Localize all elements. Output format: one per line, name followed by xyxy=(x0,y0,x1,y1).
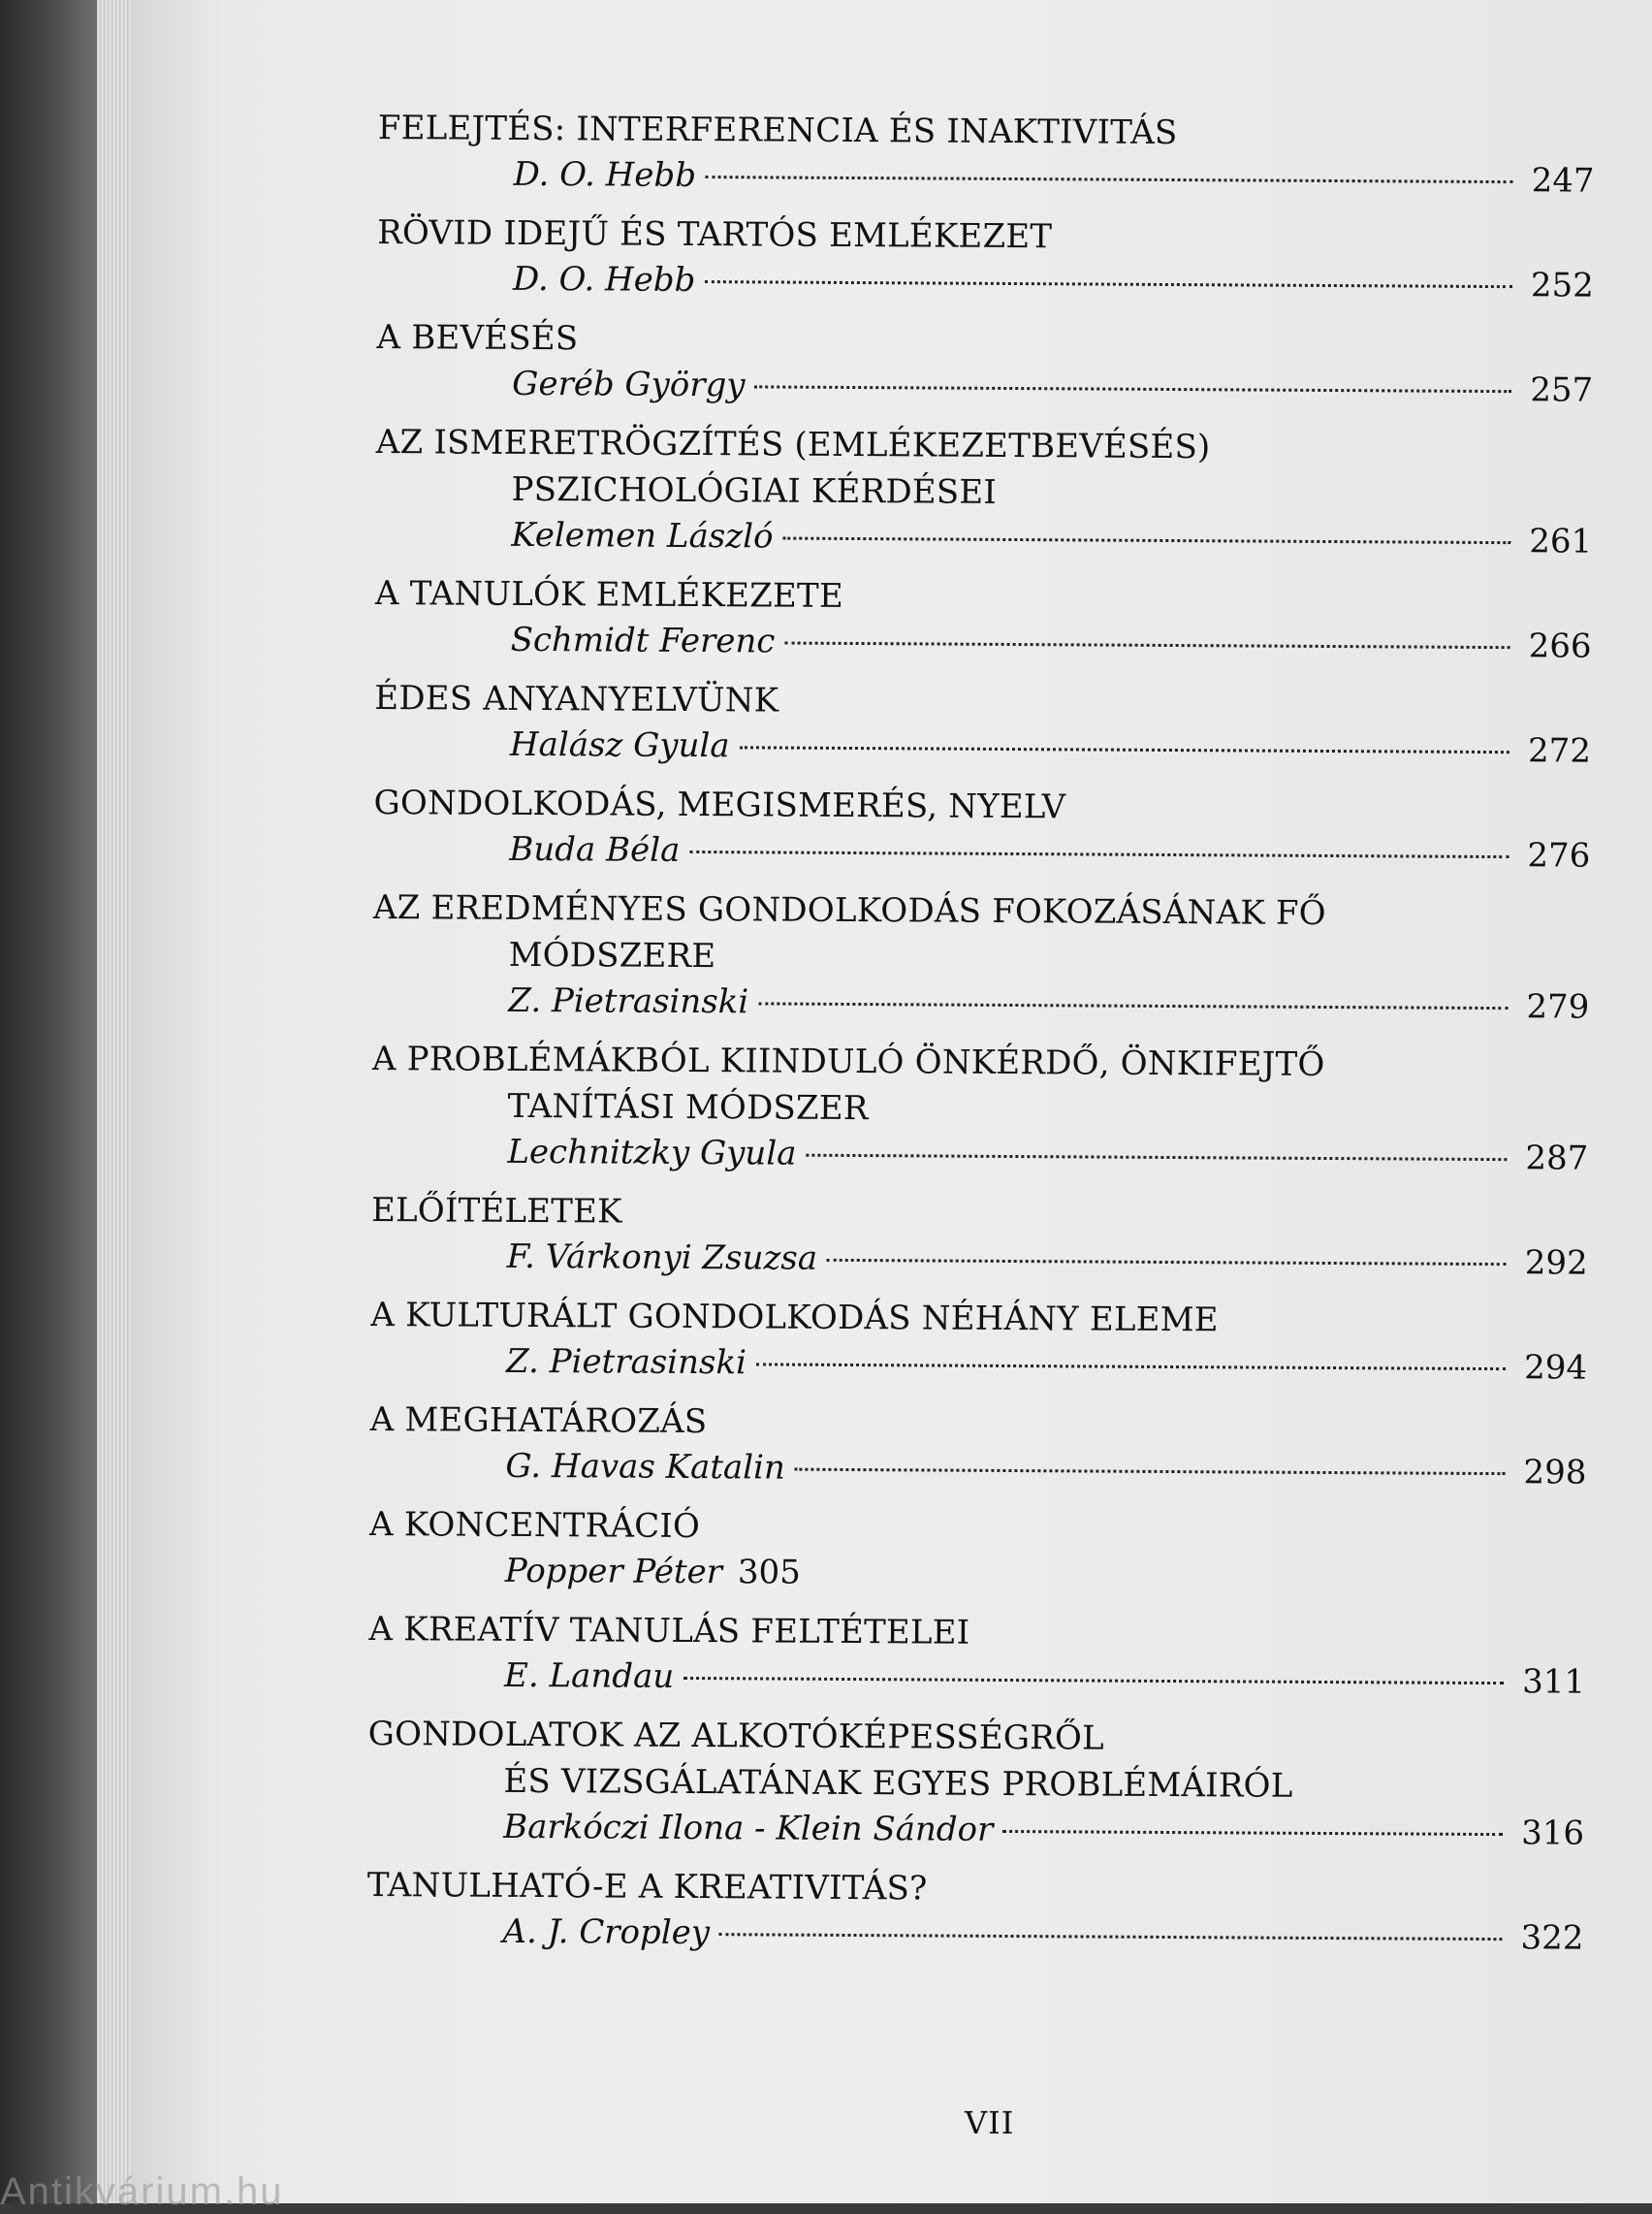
toc-entry-page-number: 266 xyxy=(1528,626,1592,666)
dot-leader xyxy=(719,1933,1503,1941)
toc-entry-page-number: 311 xyxy=(1522,1662,1586,1702)
toc-entry-author: Popper Péter xyxy=(504,1551,723,1592)
toc-entry xyxy=(369,1396,1587,1495)
dot-leader xyxy=(758,1002,1508,1010)
toc-entry-author: F. Várkonyi Zsuzsa xyxy=(506,1236,818,1278)
toc-entry-author: G. Havas Katalin xyxy=(505,1446,786,1488)
dot-leader xyxy=(783,537,1511,545)
toc-entry-title: ÉDES ANYANYELVÜNK xyxy=(374,678,779,721)
toc-entry-page-number: 252 xyxy=(1530,266,1595,305)
toc-entry-author: E. Landau xyxy=(503,1655,675,1696)
toc-entry-page-number: 322 xyxy=(1520,1918,1584,1958)
toc-entry xyxy=(374,570,1592,669)
toc-entry xyxy=(368,1606,1586,1705)
dot-leader xyxy=(706,176,1513,183)
dot-leader xyxy=(1002,1830,1503,1836)
toc-entry xyxy=(371,1187,1589,1286)
toc-entry-author: Z. Pietrasinski xyxy=(508,980,749,1022)
dot-leader xyxy=(827,1259,1507,1266)
dot-leader xyxy=(756,1363,1506,1370)
toc-entry-author: Schmidt Ferenc xyxy=(510,620,776,661)
toc-entry-author: Z. Pietrasinski xyxy=(505,1341,747,1383)
toc-entry-author-line xyxy=(370,1338,1587,1391)
toc-entry-author: D. O. Hebb xyxy=(512,259,696,301)
toc-entry xyxy=(366,1862,1584,1961)
toc-entry-author-line xyxy=(369,1443,1586,1495)
page-edges xyxy=(97,0,136,2203)
dot-leader xyxy=(740,746,1509,754)
toc-entry-author-line xyxy=(371,1234,1588,1286)
toc-entry xyxy=(377,209,1595,308)
toc-entry-author-line xyxy=(371,1129,1588,1181)
toc-entry-title: RÖVID IDEJŰ ÉS TARTÓS EMLÉKEZET xyxy=(377,212,1053,257)
toc-entry-author-line xyxy=(375,512,1592,564)
toc-entry-title: A KULTURÁLT GONDOLKODÁS NÉHÁNY ELEME xyxy=(370,1295,1219,1340)
toc-entry xyxy=(376,314,1594,413)
dot-leader xyxy=(683,1677,1504,1685)
toc-entry-author: Halász Gyula xyxy=(509,724,730,766)
dot-leader xyxy=(806,1154,1507,1161)
toc-entry xyxy=(367,1711,1585,1856)
toc-entry-page-number: 305 xyxy=(737,1553,801,1592)
toc-entry-page-number: 279 xyxy=(1526,987,1590,1027)
table-of-contents xyxy=(366,105,1595,1974)
toc-entry-author-line xyxy=(368,1652,1585,1705)
toc-entry-title: PSZICHOLÓGIAI KÉRDÉSEI xyxy=(511,469,998,512)
toc-entry-title: MÓDSZERE xyxy=(508,935,716,977)
toc-entry-page-number: 287 xyxy=(1525,1139,1589,1178)
toc-entry-title: A PROBLÉMÁKBÓL KIINDULÓ ÖNKÉRDŐ, ÖNKIFEJTŐ xyxy=(371,1039,1325,1084)
toc-entry xyxy=(377,105,1595,204)
toc-entry-author-line xyxy=(372,978,1589,1030)
watermark: Antikvárium.hu xyxy=(0,2170,284,2213)
dot-leader xyxy=(689,850,1509,858)
dot-leader xyxy=(705,280,1512,288)
toc-entry-page-number: 247 xyxy=(1531,161,1595,201)
page-folio: VII xyxy=(965,2104,1015,2141)
toc-entry xyxy=(369,1501,1587,1600)
toc-entry-author: Barkóczi Ilona - Klein Sándor xyxy=(503,1807,994,1849)
toc-entry-title: A TANULÓK EMLÉKEZETE xyxy=(374,573,844,616)
toc-entry-author: Geréb György xyxy=(512,364,746,405)
toc-entry-author: D. O. Hebb xyxy=(513,154,697,196)
toc-entry-author-line xyxy=(377,256,1594,308)
toc-entry-author-line xyxy=(376,361,1593,413)
toc-entry xyxy=(373,780,1591,879)
toc-entry-page-number: 292 xyxy=(1524,1243,1588,1283)
toc-entry-author-line xyxy=(367,1804,1584,1856)
toc-entry xyxy=(371,1036,1589,1181)
toc-entry-author-line xyxy=(366,1909,1583,1961)
toc-entry-page-number: 272 xyxy=(1527,731,1592,771)
toc-entry-title: GONDOLATOK AZ ALKOTÓKÉPESSÉGRŐL xyxy=(367,1714,1104,1758)
toc-entry-page-number: 257 xyxy=(1530,370,1594,410)
toc-entry-title: AZ EREDMÉNYES GONDOLKODÁS FOKOZÁSÁNAK FŐ xyxy=(372,887,1326,933)
toc-entry-author-line xyxy=(369,1548,1586,1600)
toc-entry-title: A KONCENTRÁCIÓ xyxy=(368,1504,701,1547)
toc-entry-title: TANÍTÁSI MÓDSZER xyxy=(507,1086,869,1129)
toc-entry xyxy=(372,884,1590,1030)
dot-leader xyxy=(755,385,1512,393)
toc-entry-page-number: 261 xyxy=(1529,522,1593,562)
toc-entry-title: A BEVÉSÉS xyxy=(376,317,579,359)
toc-entry-title: FELEJTÉS: INTERFERENCIA ÉS INAKTIVITÁS xyxy=(377,108,1178,153)
toc-entry-title: TANULHATÓ-E A KREATIVITÁS? xyxy=(366,1865,928,1909)
toc-entry-author: Buda Béla xyxy=(509,829,681,870)
toc-entry-title: A MEGHATÁROZÁS xyxy=(369,1399,708,1442)
toc-entry-page-number: 298 xyxy=(1523,1453,1587,1492)
toc-entry-title: ÉS VIZSGÁLATÁNAK EGYES PROBLÉMÁIRÓL xyxy=(503,1761,1293,1806)
toc-entry xyxy=(370,1292,1588,1391)
toc-entry-author: Kelemen László xyxy=(511,515,774,557)
toc-entry-title: GONDOLKODÁS, MEGISMERÉS, NYELV xyxy=(373,783,1066,827)
toc-entry-title: A KREATÍV TANULÁS FELTÉTELEI xyxy=(368,1609,970,1652)
toc-entry-page-number: 316 xyxy=(1521,1813,1585,1853)
toc-entry-author-line xyxy=(374,617,1591,669)
toc-entry-author-line xyxy=(374,722,1591,774)
toc-entry-author-line xyxy=(373,826,1590,879)
toc-entry xyxy=(375,419,1593,564)
toc-entry-page-number: 276 xyxy=(1527,836,1591,876)
toc-entry xyxy=(374,675,1592,774)
toc-entry-title: AZ ISMERETRÖGZÍTÉS (EMLÉKEZETBEVÉSÉS) xyxy=(375,422,1211,467)
toc-entry-author: A. J. Cropley xyxy=(502,1911,711,1953)
dot-leader xyxy=(784,642,1509,650)
toc-entry-author: Lechnitzky Gyula xyxy=(507,1132,797,1173)
toc-entry-title: ELŐÍTÉLETEK xyxy=(370,1190,622,1232)
toc-entry-page-number: 294 xyxy=(1524,1348,1588,1388)
dot-leader xyxy=(795,1468,1506,1475)
toc-entry-author-line xyxy=(377,151,1594,204)
